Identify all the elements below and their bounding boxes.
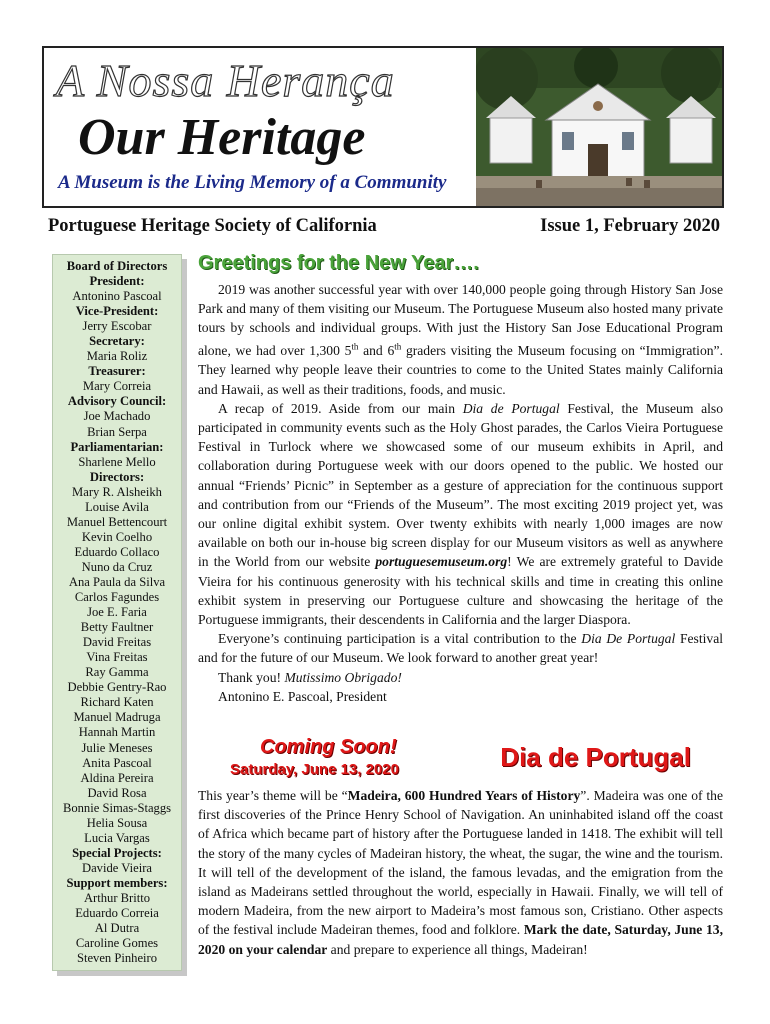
text-run: This year’s theme will be “ — [198, 788, 348, 803]
sidebar-role-heading: Vice-President: — [75, 304, 159, 319]
sidebar-role-heading: Treasurer: — [88, 364, 146, 379]
text-run: Festival, the Museum also participated in community events such as the Holy Ghost parades, the Carlos Vieira Portuguese Festival in Turlock where we showcased some of our museum exhibits in April, and collaboration during Portuguese week with our doors opened to the public. We hosted our annual “Friends’ Picnic” in September as a gesture of appreciation for the continuous support and contribution from our “Friends of the Museum”. The most exciting 2019 project yet, was our online digital exhibit system. Over twenty exhibits with nearly 1,000 images are now available on both our in-house big screen display for our Museum visitors as well as anywhere in the World from our website — [198, 400, 724, 570]
masthead-title-portuguese: A Nossa Herança — [56, 55, 395, 106]
sidebar-member-name: Anita Pascoal — [82, 755, 152, 770]
greetings-paragraph-2 — [198, 399, 723, 629]
sidebar-member-name: Kevin Coelho — [81, 529, 153, 544]
organization-name: Portuguese Heritage Society of California — [48, 216, 377, 236]
sidebar-member-name: David Rosa — [87, 785, 147, 800]
sidebar-role-heading: President: — [89, 274, 145, 289]
text-run-bold: Mark the date, Saturday, June 13, 2020 on your calendar — [198, 922, 723, 957]
sidebar-member-name: Louise Avila — [85, 499, 149, 514]
text-run-italic: Mutissimo Obrigado! — [284, 669, 402, 685]
sidebar-member-name: Lucia Vargas — [84, 830, 150, 845]
text-run-italic: Dia De Portugal — [581, 631, 676, 647]
website-link[interactable]: portuguesemuseum.org — [375, 554, 508, 570]
text-run: 2019 was another successful year with over 140,000 people going through History San Jose Park and many of them visiting our Museum. The Portuguese Museum also hosted many private tours by schools and individual groups. With just the History San Jose Educational Program alone, we had over 1,300 5th and 6th graders visiting the Museum focusing on “Immigration”. They learned why people leave their countries to come to the United States mainly California and Hawaii, as well as their traditions, foods, and music. — [198, 282, 723, 397]
sidebar-member-name: Hannah Martin — [78, 725, 156, 740]
board-of-directors-sidebar — [52, 254, 182, 971]
sidebar-member-name: Bonnie Simas-Staggs — [62, 800, 172, 815]
sidebar-member-name: Aldina Pereira — [80, 770, 154, 785]
sidebar-member-name: Richard Katen — [80, 695, 154, 710]
sidebar-member-name: Joe E. Faria — [87, 605, 147, 620]
event-paragraph — [198, 786, 723, 959]
sidebar-member-name: Brian Serpa — [87, 424, 147, 439]
sidebar-role-heading: Secretary: — [89, 334, 145, 349]
issue-label: Issue 1, February 2020 — [540, 216, 720, 236]
sidebar-member-name: Eduardo Collaco — [74, 544, 160, 559]
sidebar-member-name: Debbie Gentry-Rao — [67, 680, 167, 695]
text-run: Festival and for the future of our Museum. We look forward to another great year! — [198, 631, 724, 666]
sidebar-role-heading: Board of Directors — [66, 259, 168, 273]
text-run: and prepare to experience all things, Madeiran! — [327, 941, 588, 957]
thank-you-line — [198, 668, 723, 687]
sidebar-member-name: Joe Machado — [83, 409, 151, 424]
masthead — [42, 46, 724, 208]
signature-line: Antonino E. Pascoal, President — [218, 688, 387, 704]
sidebar-role-heading: Special Projects: — [72, 845, 162, 860]
sidebar-member-name: Helia Sousa — [86, 815, 148, 830]
sidebar-member-name: Arthur Britto — [83, 890, 151, 905]
sidebar-member-name: Manuel Madruga — [73, 710, 161, 725]
greetings-heading: Greetings for the New Year…. — [198, 252, 479, 274]
sidebar-role-heading: Parliamentarian: — [70, 439, 164, 454]
sidebar-member-name: Manuel Bettencourt — [66, 514, 168, 529]
sidebar-member-name: Betty Faultner — [80, 620, 154, 635]
event-title: Dia de Portugal — [500, 742, 691, 772]
text-run: Everyone’s continuing participation is a vital contribution to the — [218, 631, 582, 647]
sidebar-member-name: Mary R. Alsheikh — [72, 484, 162, 499]
sidebar-role-heading: Directors: — [89, 469, 145, 484]
greetings-article — [198, 252, 723, 706]
sidebar-member-name: Antonino Pascoal — [72, 289, 162, 304]
sidebar-member-name: Ana Paula da Silva — [68, 574, 166, 589]
event-article — [198, 786, 723, 959]
sidebar-member-name: Vina Freitas — [86, 650, 148, 665]
sidebar-member-name: Nuno da Cruz — [81, 559, 153, 574]
masthead-title-english: Our Heritage — [78, 109, 366, 166]
text-run: A recap of 2019. Aside from our main — [218, 400, 463, 416]
sidebar-role-heading: Support members: — [66, 875, 168, 890]
sidebar-member-name: Maria Roliz — [86, 349, 148, 364]
sidebar-role-heading: Advisory Council: — [67, 394, 167, 409]
coming-soon-banner — [198, 736, 723, 786]
sidebar-member-name: Caroline Gomes — [75, 936, 159, 951]
sidebar-member-name: Davide Vieira — [82, 860, 152, 875]
sidebar-member-name: Steven Pinheiro — [76, 951, 158, 966]
text-run: ”. Madeira was one of the first discoveries of the Prince Henry School of Navigation. An uninhabited island off the coast of Africa which became part of history after the Portuguese landed in 1418. The exhibit will tell the story of the many cycles of Madeiran history, the wheat, the sugar, the wine and the tourism. It will tell of the development of the island, the famous levadas, and the emigration from the island as Madeirans settled throughout the world, especially in Hawaii. Finally, we will tell of modern Madeira, from the new airport to Madeira’s most famous son, Cristiano. Other aspects of the festival include Madeiran themes, food and folklore. — [198, 788, 723, 938]
sidebar-member-name: Sharlene Mello — [78, 454, 156, 469]
sidebar-member-name: Jerry Escobar — [82, 319, 152, 334]
sidebar-member-name: Al Dutra — [94, 921, 140, 936]
event-date: Saturday, June 13, 2020 — [230, 761, 399, 778]
text-run-bold: Madeira, 600 Hundred Years of History — [347, 788, 581, 803]
sidebar-member-name: Mary Correia — [82, 379, 152, 394]
text-run: Thank you! — [218, 669, 285, 685]
museum-photo — [476, 48, 722, 206]
sidebar-member-name: Ray Gamma — [85, 665, 149, 680]
coming-soon-label: Coming Soon! — [260, 736, 397, 758]
sidebar-member-name: Julie Meneses — [81, 740, 153, 755]
sidebar-member-name: Eduardo Correia — [75, 906, 159, 921]
text-run-italic: Dia de Portugal — [462, 400, 560, 416]
greetings-paragraph-3 — [198, 629, 723, 667]
greetings-paragraph-1 — [198, 280, 723, 399]
sidebar-member-name: Carlos Fagundes — [74, 590, 160, 605]
masthead-tagline: A Museum is the Living Memory of a Community — [58, 172, 447, 193]
sidebar-member-name: David Freitas — [82, 635, 152, 650]
text-run: ! We are extremely grateful to Davide Vieira for his continuous generosity with his technical skills and time in creating this online exhibit system in preserving our Portuguese culture and showcasing the heritage of the Portuguese immigrants, their descendents in California and the larger Diaspora. — [198, 554, 723, 627]
